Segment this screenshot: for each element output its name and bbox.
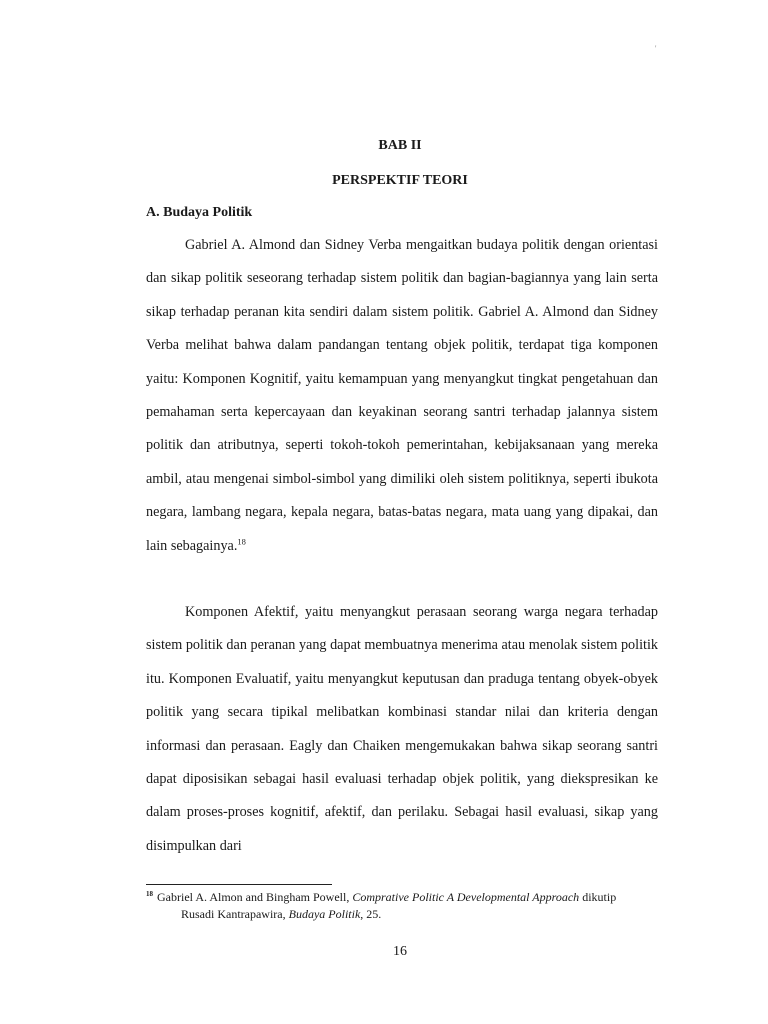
corner-mark: ': [655, 44, 657, 53]
footnote-divider: [146, 884, 332, 885]
footnote-number: 18: [146, 890, 153, 898]
page-number: 16: [393, 944, 407, 959]
paragraph-2: [146, 596, 658, 863]
footnote: [146, 889, 666, 923]
footnote-text-part4: , 25.: [360, 907, 382, 921]
chapter-title: PERSPEKTIF TEORI: [332, 173, 468, 188]
paragraph-2-text: Komponen Afektif, yaitu menyangkut perasaan seorang warga negara terhadap sistem politik dan peranan yang dapat membuatnya menerima atau menolak sistem politik itu. Komponen Evaluatif, yaitu menyangkut keputusan dan praduga tentang obyek-obyek politik yang secara tipikal melibatkan kombinasi standar nilai dan kriteria dengan informasi dan perasaan. Eagly dan Chaiken mengemukakan bahwa sikap seorang santri dapat diposisikan sebagai hasil evaluasi terhadap objek politik, yang diekspresikan ke dalam proses-proses kognitif, afektif, dan perilaku. Sebagai hasil evaluasi, sikap yang disimpulkan dari: [146, 604, 658, 854]
footnote-text-part3: Rusadi Kantrapawira,: [181, 907, 289, 921]
footnote-book-title-2: Budaya Politik: [288, 907, 361, 921]
footnote-text-part2: dikutip: [579, 890, 617, 904]
paragraph-1: [146, 229, 658, 563]
section-heading: A. Budaya Politik: [146, 205, 253, 220]
footnote-book-title: Comprative Politic A Developmental Approach: [352, 890, 580, 904]
paragraph-1-text: Gabriel A. Almond dan Sidney Verba mengaitkan budaya politik dengan orientasi dan sikap politik seseorang terhadap sistem politik dan bagian-bagiannya yang lain serta sikap terhadap peranan kita sendiri dalam sistem politik. Gabriel A. Almond dan Sidney Verba melihat bahwa dalam pandangan tentang objek politik, terdapat tiga komponen yaitu: Komponen Kognitif, yaitu kemampuan yang menyangkut tingkat pengetahuan dan pemahaman serta kepercayaan dan keyakinan seorang santri terhadap jalannya sistem politik dan atributnya, seperti tokoh-tokoh pemerintahan, kebijaksanaan yang mereka ambil, atau mengenai simbol-simbol yang dimiliki oleh sistem politiknya, seperti ibukota negara, lambang negara, kepala negara, batas-batas negara, mata uang yang dipakai, dan lain sebagainya.: [146, 237, 658, 554]
chapter-label: BAB II: [378, 138, 422, 153]
footnote-text-part1: Gabriel A. Almon and Bingham Powell,: [157, 890, 353, 904]
footnote-reference[interactable]: 18: [237, 535, 246, 546]
